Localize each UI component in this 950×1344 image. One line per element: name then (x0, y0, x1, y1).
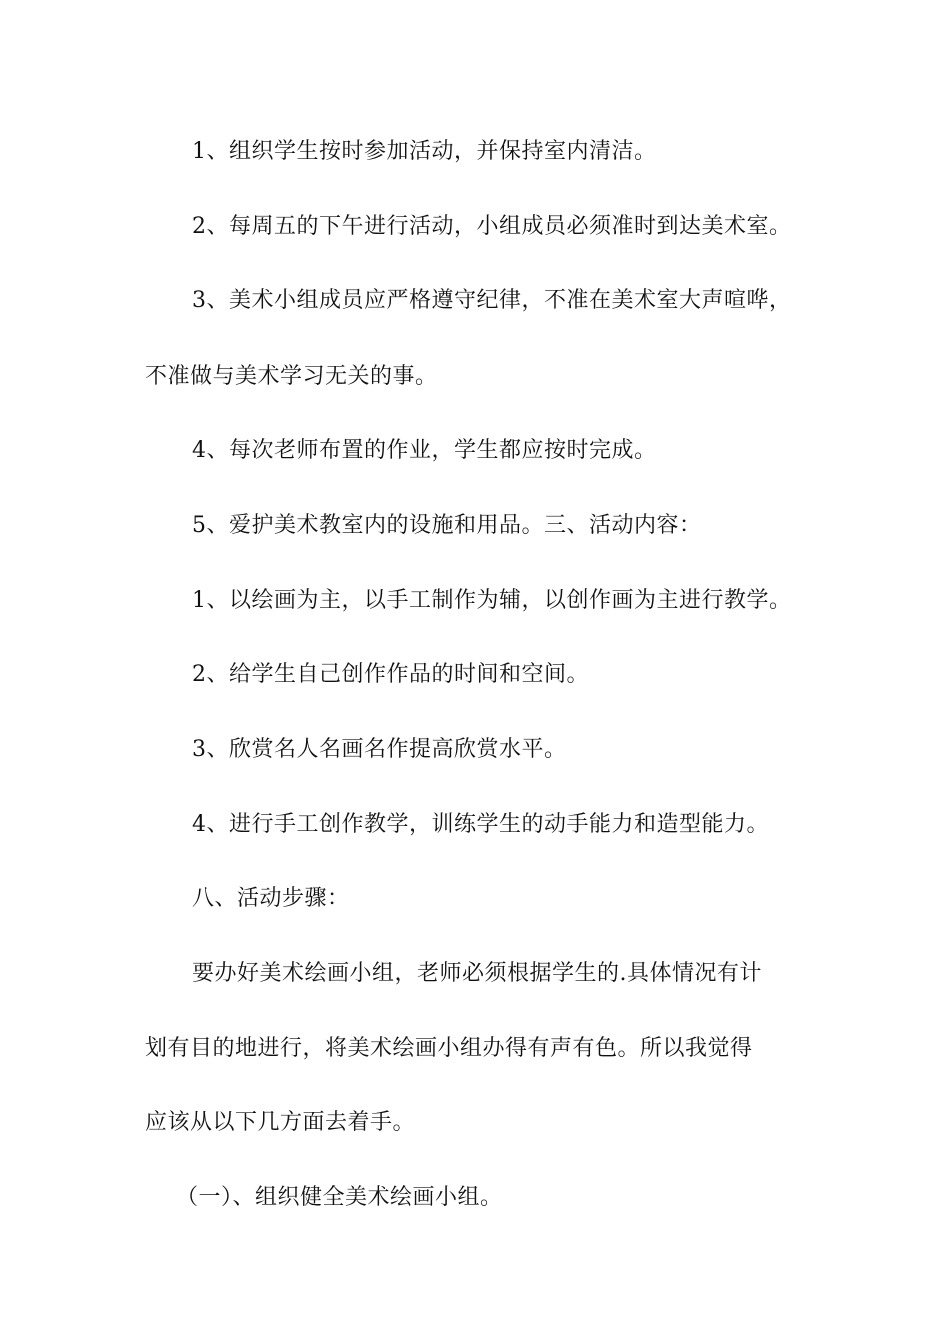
text-line: 应该从以下几方面去着手。 (145, 1110, 416, 1135)
text-line: 划有目的地进行，将美术绘画小组办得有声有色。所以我觉得 (145, 1036, 753, 1061)
text-line: 不准做与美术学习无关的事。 (145, 364, 438, 389)
text-line: 3、欣赏名人名画名作提高欣赏水平。 (192, 737, 567, 762)
subsection-heading: （一）、组织健全美术绘画小组。 (176, 1185, 503, 1210)
text-line: 要办好美术绘画小组，老师必须根据学生的.具体情况有计 (192, 961, 762, 986)
text-line: 2、给学生自己创作作品的时间和空间。 (192, 662, 589, 687)
section-heading: 八、活动步骤： (192, 886, 350, 911)
text-line: 3、美术小组成员应严格遵守纪律，不准在美术室大声喧哗， (192, 288, 792, 313)
text-line: 4、进行手工创作教学，训练学生的动手能力和造型能力。 (192, 812, 769, 837)
text-line: 1、组织学生按时参加活动，并保持室内清洁。 (192, 139, 657, 164)
text-line: 1、以绘画为主，以手工制作为辅，以创作画为主进行教学。 (192, 588, 792, 613)
text-line: 2、每周五的下午进行活动，小组成员必须准时到达美术室。 (192, 214, 792, 239)
text-line: 5、爱护美术教室内的设施和用品。三、活动内容： (192, 513, 702, 538)
text-line: 4、每次老师布置的作业，学生都应按时完成。 (192, 438, 657, 463)
